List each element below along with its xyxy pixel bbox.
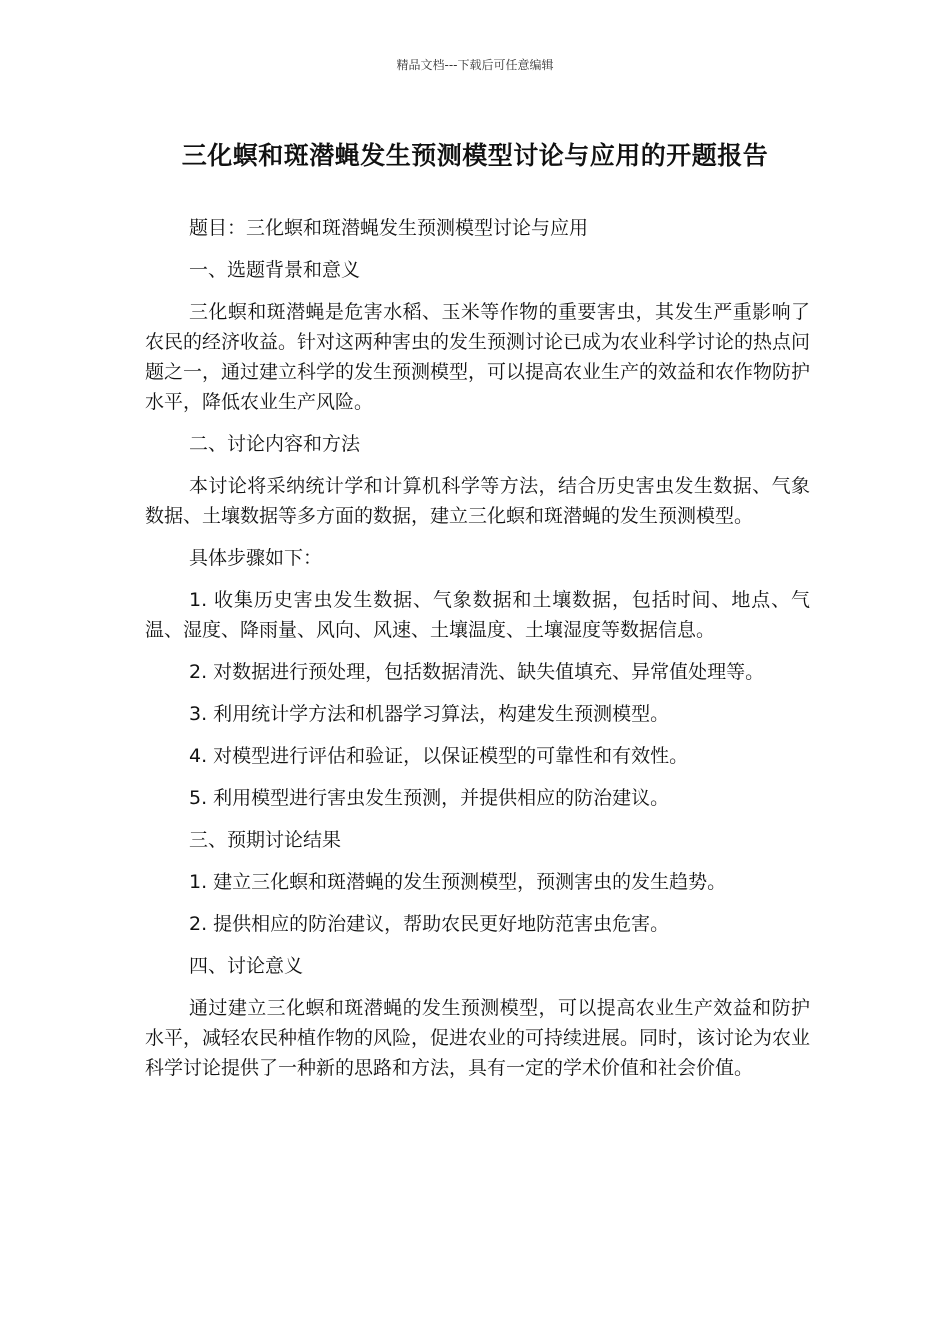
section-heading-methods: 二、讨论内容和方法 — [189, 433, 361, 455]
step-item: 3. 利用统计学方法和机器学习算法，构建发生预测模型。 — [189, 703, 670, 725]
subject-line: 题目：三化螟和斑潜蝇发生预测模型讨论与应用 — [189, 217, 589, 239]
steps-intro: 具体步骤如下： — [189, 547, 323, 569]
document-body — [145, 213, 810, 1095]
section-heading-significance: 四、讨论意义 — [189, 955, 304, 977]
document-title: 三化螟和斑潜蝇发生预测模型讨论与应用的开题报告 — [181, 141, 769, 170]
section-heading-background: 一、选题背景和意义 — [189, 259, 361, 281]
step-item: 5. 利用模型进行害虫发生预测，并提供相应的防治建议。 — [189, 787, 670, 809]
step-item: 2. 对数据进行预处理，包括数据清洗、缺失值填充、异常值处理等。 — [189, 661, 765, 683]
step-item: 1. 收集历史害虫发生数据、气象数据和土壤数据，包括时间、地点、气温、湿度、降雨量、风向、风速、土壤温度、土壤湿度等数据信息。 — [145, 589, 810, 641]
result-item: 2. 提供相应的防治建议，帮助农民更好地防范害虫危害。 — [189, 913, 670, 935]
background-paragraph: 三化螟和斑潜蝇是危害水稻、玉米等作物的重要害虫，其发生严重影响了农民的经济收益。针对这两种害虫的发生预测讨论已成为农业科学讨论的热点问题之一，通过建立科学的发生预测模型，可以提高农业生产的效益和农作物防护水平，降低农业生产风险。 — [145, 301, 811, 413]
section-heading-results: 三、预期讨论结果 — [189, 829, 342, 851]
step-item: 4. 对模型进行评估和验证，以保证模型的可靠性和有效性。 — [189, 745, 689, 767]
header-note: 精品文档---下载后可任意编辑 — [396, 58, 554, 72]
methods-paragraph: 本讨论将采纳统计学和计算机科学等方法，结合历史害虫发生数据、气象数据、土壤数据等多方面的数据，建立三化螟和斑潜蝇的发生预测模型。 — [145, 475, 810, 527]
significance-paragraph: 通过建立三化螟和斑潜蝇的发生预测模型，可以提高农业生产效益和防护水平，减轻农民种植作物的风险，促进农业的可持续进展。同时，该讨论为农业科学讨论提供了一种新的思路和方法，具有一定的学术价值和社会价值。 — [145, 997, 811, 1079]
result-item: 1. 建立三化螟和斑潜蝇的发生预测模型，预测害虫的发生趋势。 — [189, 871, 727, 893]
